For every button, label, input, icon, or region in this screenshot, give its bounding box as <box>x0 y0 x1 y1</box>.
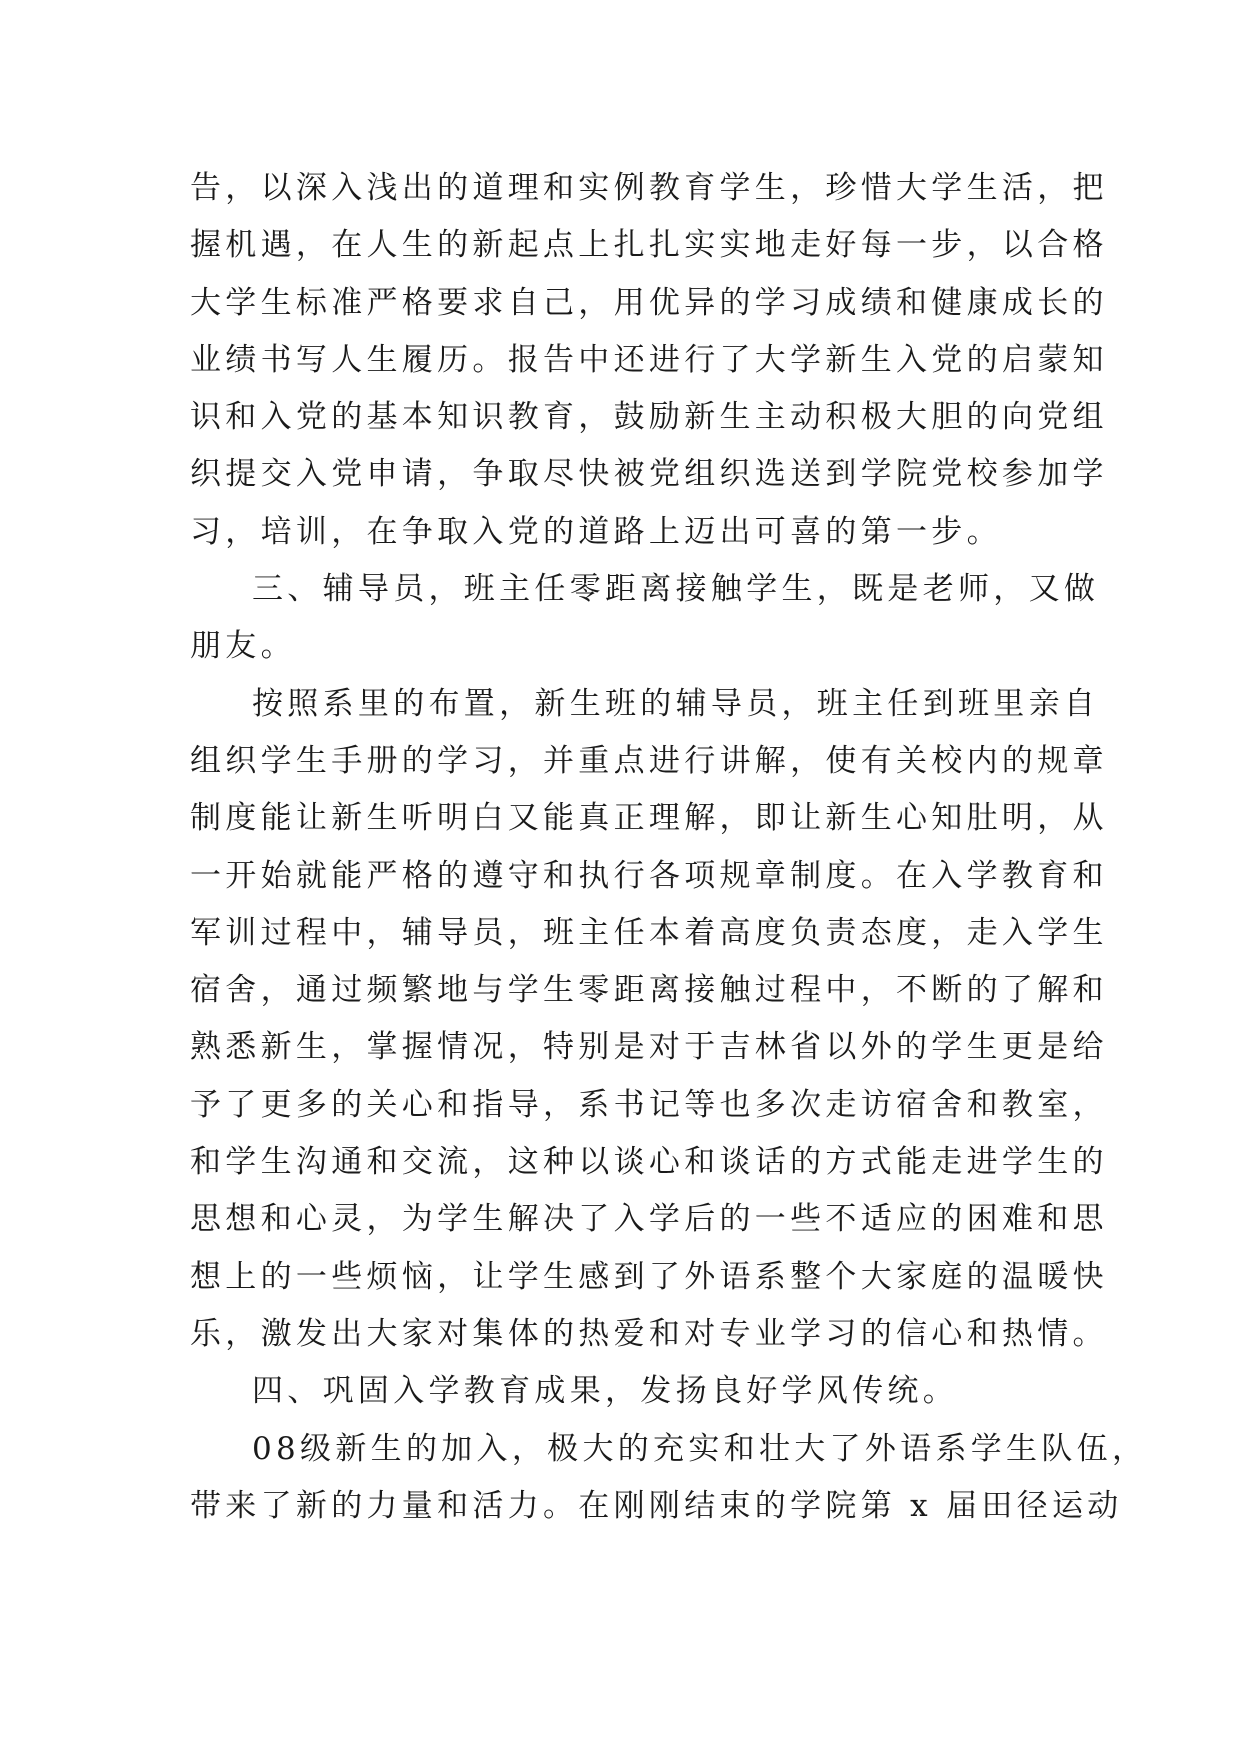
body-text <box>190 160 1148 1535</box>
text-line: 制度能让新生听明白又能真正理解，即让新生心知肚明，从 <box>190 800 1108 837</box>
text-line: 一开始就能严格的遵守和执行各项规章制度。在入学教育和 <box>190 857 1108 894</box>
text-line: 识和入党的基本知识教育，鼓励新生主动积极大胆的向党组 <box>190 399 1108 436</box>
text-line: 习，培训，在争取入党的道路上迈出可喜的第一步。 <box>190 513 1002 550</box>
text-line: 织提交入党申请，争取尽快被党组织选送到学院党校参加学 <box>190 456 1108 493</box>
text-line: 带来了新的力量和活力。在刚刚结束的学院第 x 届田径运动 <box>190 1487 1123 1524</box>
text-line: 朋友。 <box>190 628 296 665</box>
paragraph-start: 08级新生的加入，极大的充实和壮大了外语系学生队伍， <box>252 1430 1148 1467</box>
text-line: 予了更多的关心和指导，系书记等也多次走访宿舍和教室， <box>190 1086 1108 1123</box>
section-heading: 三、辅导员，班主任零距离接触学生，既是老师，又做 <box>252 571 1100 608</box>
text-line: 乐，激发出大家对集体的热爱和对专业学习的信心和热情。 <box>190 1315 1108 1352</box>
text-line: 组织学生手册的学习，并重点进行讲解，使有关校内的规章 <box>190 742 1108 779</box>
text-line: 军训过程中，辅导员，班主任本着高度负责态度，走入学生 <box>190 914 1108 951</box>
text-line: 思想和心灵，为学生解决了入学后的一些不适应的困难和思 <box>190 1201 1108 1238</box>
text-line: 和学生沟通和交流，这种以谈心和谈话的方式能走进学生的 <box>190 1144 1108 1181</box>
text-line: 握机遇，在人生的新起点上扎扎实实地走好每一步，以合格 <box>190 227 1108 264</box>
paragraph-start: 按照系里的布置，新生班的辅导员，班主任到班里亲自 <box>252 685 1100 722</box>
text-line: 业绩书写人生履历。报告中还进行了大学新生入党的启蒙知 <box>190 341 1108 378</box>
text-line: 熟悉新生，掌握情况，特别是对于吉林省以外的学生更是给 <box>190 1029 1108 1066</box>
text-line: 告，以深入浅出的道理和实例教育学生，珍惜大学生活，把 <box>190 170 1108 206</box>
section-heading: 四、巩固入学教育成果，发扬良好学风传统。 <box>252 1373 958 1410</box>
text-line: 大学生标准严格要求自己，用优异的学习成绩和健康成长的 <box>190 284 1108 321</box>
text-line: 想上的一些烦恼，让学生感到了外语系整个大家庭的温暖快 <box>190 1258 1108 1295</box>
text-line: 宿舍，通过频繁地与学生零距离接触过程中，不断的了解和 <box>190 972 1108 1009</box>
